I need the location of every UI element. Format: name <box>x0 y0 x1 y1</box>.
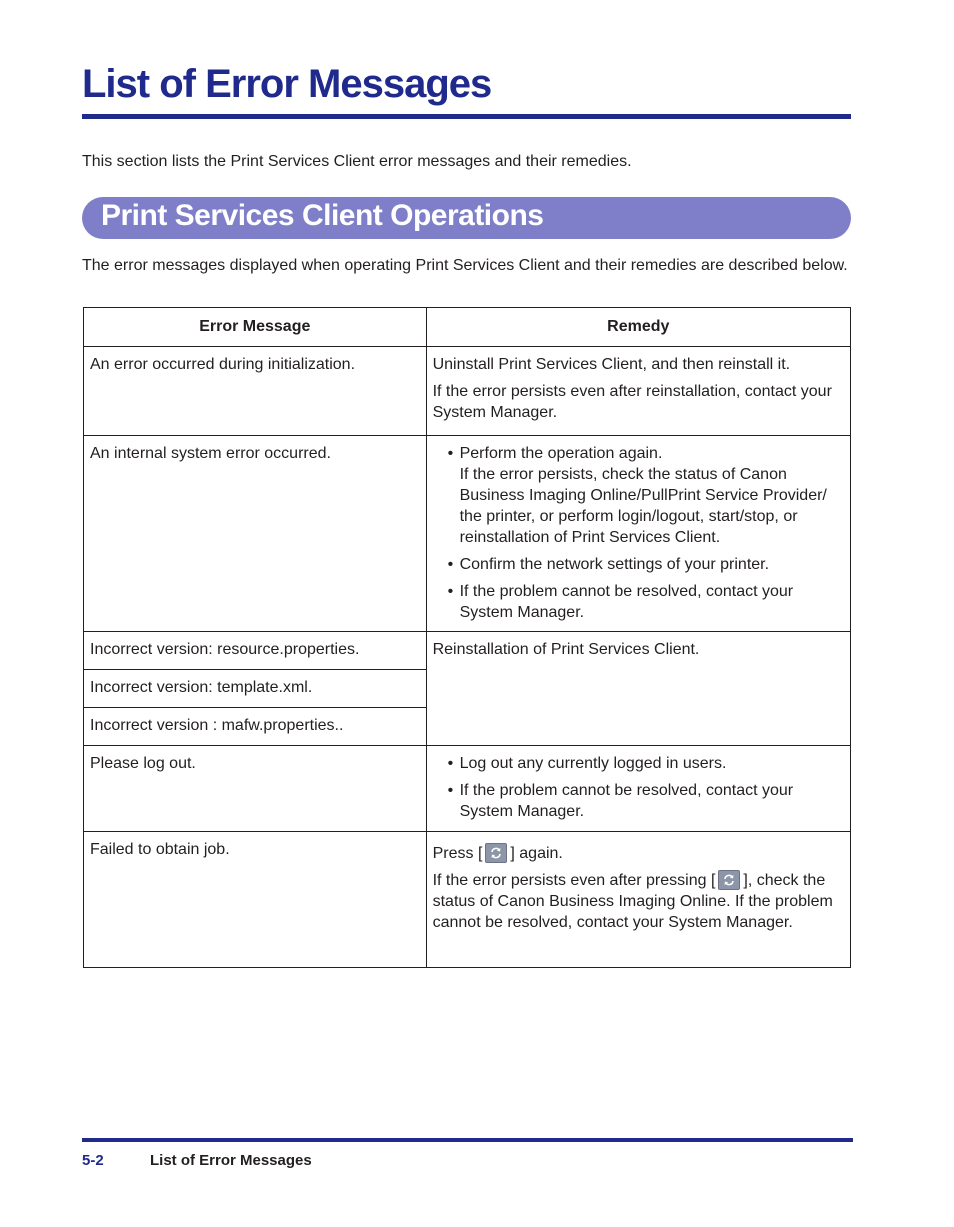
remedy-list-item: • Log out any currently logged in users. <box>454 753 844 774</box>
remedy-text-after: ] again. <box>510 845 563 862</box>
footer-rule <box>82 1138 853 1142</box>
page-title: List of Error Messages <box>82 62 492 106</box>
remedy-cell <box>426 746 850 832</box>
error-message-cell: Incorrect version: resource.properties. <box>84 632 427 670</box>
table-header-row <box>84 308 851 347</box>
error-messages-table <box>83 307 851 968</box>
remedy-list-item: • If the problem cannot be resolved, contact your System Manager. <box>454 581 844 623</box>
remedy-text-after: ], check the status of Canon Business Imaging Online. If the problem cannot be resolved, contact your System Manager. <box>432 872 833 931</box>
refresh-icon <box>485 843 507 863</box>
error-message-cell: An internal system error occurred. <box>84 436 427 632</box>
remedy-text: If the error persists even after reinstallation, contact your System Manager. <box>432 383 832 421</box>
remedy-text: Uninstall Print Services Client, and then reinstall it. <box>432 356 791 373</box>
table-row <box>84 347 851 436</box>
remedy-cell <box>426 832 850 968</box>
section-title: Print Services Client Operations <box>101 199 544 232</box>
remedy-text: Perform the operation again. <box>459 445 663 462</box>
refresh-icon <box>718 870 740 890</box>
header-error-message: Error Message <box>84 308 427 347</box>
remedy-list <box>433 443 844 623</box>
remedy-text-before: Press [ <box>432 845 483 862</box>
section-intro: The error messages displayed when operating Print Services Client and their remedies are described below. <box>82 257 848 274</box>
table-row <box>84 436 851 632</box>
remedy-text: If the error persists, check the status of Canon Business Imaging Online/PullPrint Service Provider/ the printer, or perform login/logout, start/stop, or reinstallation of Print Services Client. <box>459 466 827 546</box>
page-intro: This section lists the Print Services Client error messages and their remedies. <box>82 153 632 170</box>
header-remedy: Remedy <box>426 308 850 347</box>
footer-title: List of Error Messages <box>150 1152 312 1169</box>
error-message-cell: Please log out. <box>84 746 427 832</box>
table-row <box>84 832 851 968</box>
remedy-list <box>433 753 844 822</box>
page-number: 5-2 <box>82 1152 104 1169</box>
remedy-list-item <box>454 443 844 548</box>
error-message-cell: Failed to obtain job. <box>84 832 427 968</box>
remedy-cell: Reinstallation of Print Services Client. <box>426 632 850 746</box>
error-message-cell: An error occurred during initialization. <box>84 347 427 436</box>
remedy-list-item: • If the problem cannot be resolved, contact your System Manager. <box>454 780 844 822</box>
remedy-cell <box>426 436 850 632</box>
remedy-text <box>433 843 844 864</box>
title-rule <box>82 114 851 119</box>
table-row <box>84 632 851 670</box>
remedy-list-item: • Confirm the network settings of your printer. <box>454 554 844 575</box>
remedy-text <box>433 870 844 933</box>
error-message-cell: Incorrect version: template.xml. <box>84 670 427 708</box>
remedy-cell <box>426 347 850 436</box>
table-row <box>84 746 851 832</box>
error-message-cell: Incorrect version : mafw.properties.. <box>84 708 427 746</box>
remedy-text-before: If the error persists even after pressing [ <box>432 872 716 889</box>
